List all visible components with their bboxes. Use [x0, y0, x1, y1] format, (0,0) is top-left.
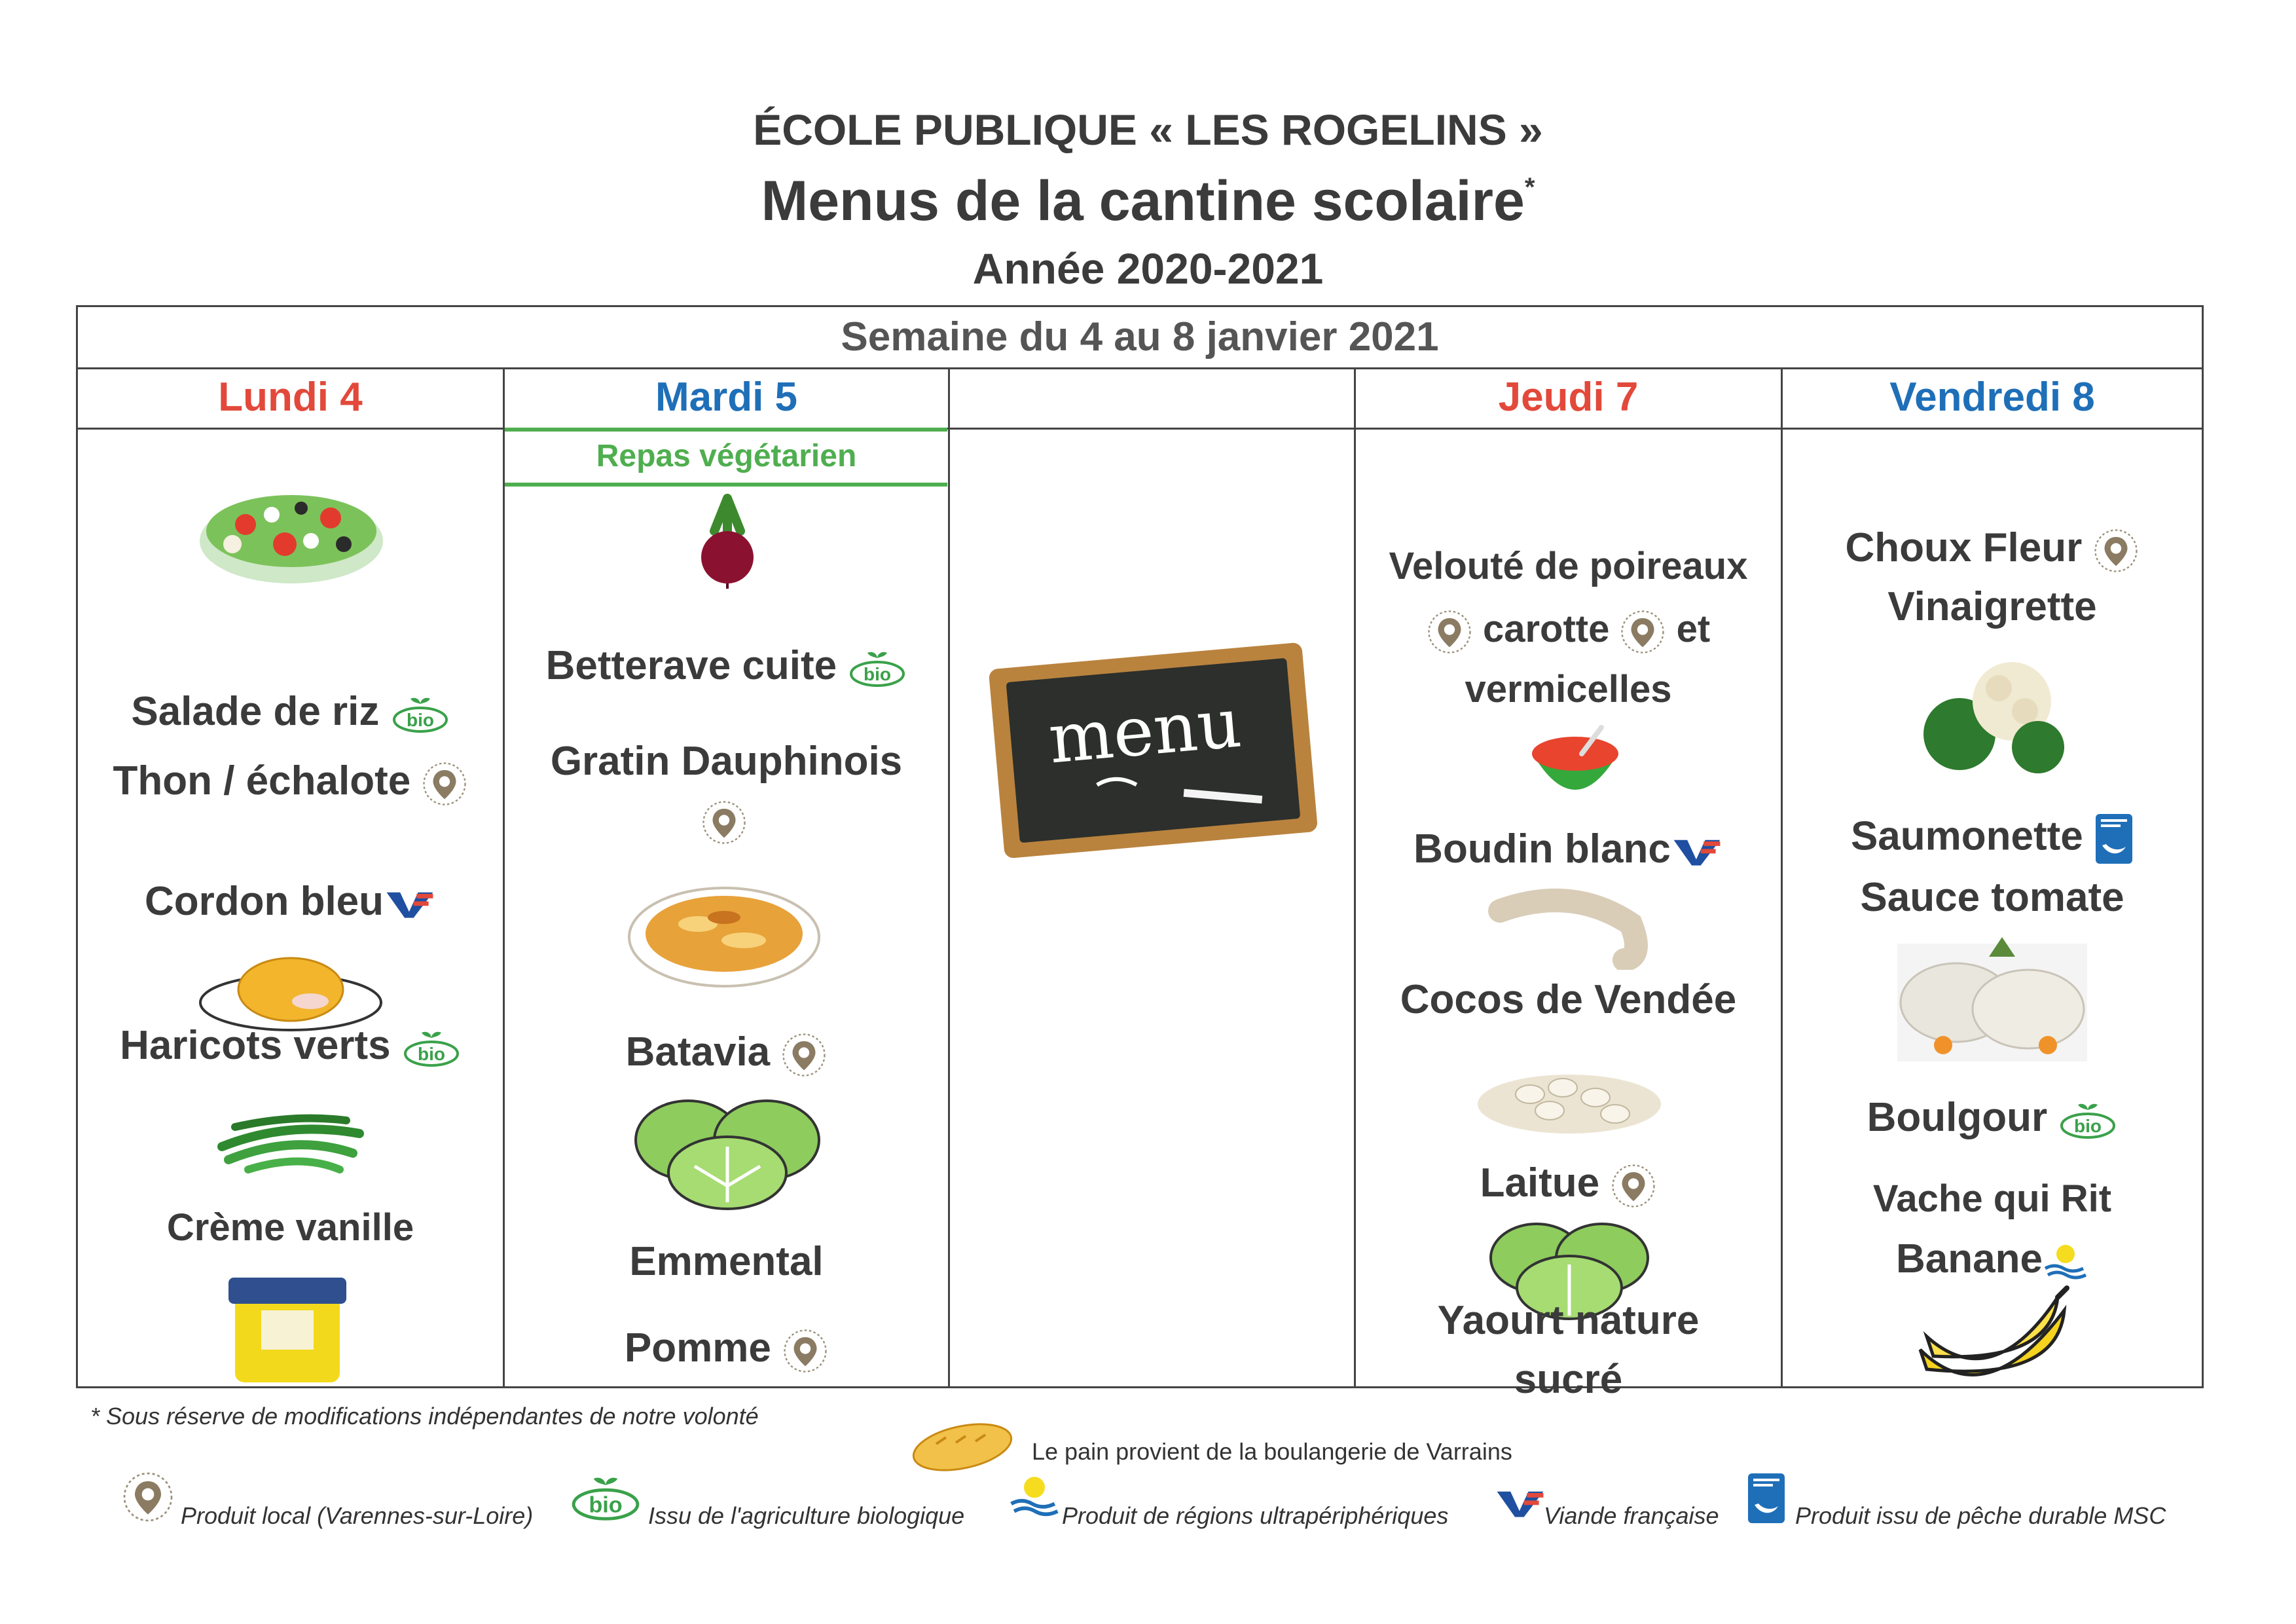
local-product-icon — [782, 1328, 828, 1374]
cauliflower-image — [1914, 649, 2071, 780]
column-jeudi — [1356, 367, 1783, 1402]
vanilla-cream-image — [222, 1271, 353, 1389]
title-footnote-mark: * — [1524, 173, 1535, 202]
outermost-regions-icon — [2043, 1242, 2088, 1282]
menu-item: Yaourt nature — [1437, 1298, 1700, 1343]
menu-item: Choux Fleur — [1783, 525, 2202, 574]
chalkboard-menu-image — [983, 629, 1323, 865]
local-product-icon — [1427, 609, 1472, 655]
legend-vf: Viande française — [1544, 1502, 1719, 1529]
menu-item: Velouté de poireaux — [1389, 545, 1748, 587]
week-label: Semaine du 4 au 8 janvier 2021 — [78, 307, 2202, 369]
menu-item: sucré — [1514, 1357, 1623, 1402]
column-vendredi — [1783, 367, 2202, 1386]
gratin-image — [626, 878, 822, 989]
outermost-regions-icon — [1008, 1473, 1061, 1519]
bio-icon — [848, 649, 907, 688]
banana-image — [1907, 1284, 2077, 1415]
cordon-bleu-image — [196, 944, 386, 1035]
menu-item: carotte et — [1356, 607, 1781, 655]
menu-item: Banane — [1783, 1236, 2202, 1282]
legend-bio: Issu de l'agriculture biologique — [648, 1502, 965, 1529]
bread-legend: Le pain provient de la boulangerie de Varrains — [1032, 1438, 1512, 1465]
day-name-jeudi: Jeudi 7 — [1498, 375, 1639, 420]
local-product-icon — [781, 1032, 827, 1078]
soup-bowl-image — [1523, 721, 1628, 813]
boudin-blanc-image — [1487, 885, 1657, 970]
vegetarian-banner-top-bar — [505, 428, 947, 432]
page-title — [0, 169, 2296, 234]
menu-item: Sauce tomate — [1860, 875, 2124, 920]
local-product-icon — [2093, 528, 2139, 574]
legend-rup: Produit de régions ultrapériphériques — [1062, 1502, 1449, 1529]
menu-item: Boudin blanc — [1356, 826, 1781, 872]
chalkboard-text: menu — [1045, 682, 1245, 779]
local-product-icon — [701, 800, 747, 845]
menu-item: Gratin Dauphinois — [550, 739, 903, 784]
menu-item: Thon / échalote — [78, 758, 503, 807]
column-mercredi — [950, 367, 1356, 1386]
menu-item: Vinaigrette — [1887, 584, 2097, 629]
legend-msc: Produit issu de pêche durable MSC — [1795, 1502, 2166, 1529]
menu-item: Saumonette — [1783, 813, 2202, 865]
menu-item: Cordon bleu — [78, 878, 503, 925]
legend-local: Produit local (Varennes-sur-Loire) — [181, 1502, 534, 1529]
french-meat-icon — [1494, 1488, 1546, 1519]
bio-icon — [2058, 1101, 2117, 1140]
msc-icon — [1747, 1472, 1786, 1524]
footnote: * Sous réserve de modifications indépendantes de notre volonté — [90, 1403, 759, 1430]
menu-item: Pomme — [505, 1325, 948, 1374]
french-meat-icon — [1671, 837, 1723, 867]
menu-item: Salade de riz — [78, 688, 503, 735]
day-name-mercredi — [950, 367, 1354, 428]
local-product-icon — [422, 761, 467, 807]
beetroot-image — [682, 492, 773, 590]
menu-item: Batavia — [505, 1029, 948, 1078]
vegetarian-banner-bottom-bar — [505, 483, 947, 487]
white-beans-image — [1471, 1048, 1667, 1140]
day-name-lundi: Lundi 4 — [218, 375, 363, 420]
msc-icon — [2094, 813, 2134, 865]
vegetarian-banner: Repas végétarien — [596, 439, 857, 473]
bio-icon — [402, 1029, 461, 1068]
local-product-icon — [1620, 609, 1666, 655]
menu-item: Boulgour — [1783, 1094, 2202, 1141]
menu-item: Cocos de Vendée — [1400, 977, 1737, 1022]
column-lundi — [78, 367, 505, 1386]
menu-item: Laitue — [1356, 1160, 1781, 1209]
fish-fillet-image — [1891, 931, 2094, 1068]
column-mardi — [505, 367, 950, 1386]
local-product-icon — [122, 1471, 174, 1523]
menu-item: Crème vanille — [166, 1206, 414, 1249]
batavia-image — [629, 1088, 826, 1212]
bio-icon — [570, 1473, 642, 1522]
title-text: Menus de la cantine scolaire — [761, 170, 1525, 232]
bio-icon — [391, 695, 450, 734]
menu-item: Haricots verts — [78, 1022, 503, 1069]
french-meat-icon — [384, 889, 436, 919]
school-year: Année 2020-2021 — [972, 244, 1324, 293]
menu-item: Betterave cuite — [505, 642, 948, 689]
menu-item: Emmental — [629, 1239, 824, 1284]
rice-salad-image — [193, 479, 390, 590]
green-beans-image — [209, 1094, 373, 1179]
day-name-vendredi: Vendredi 8 — [1889, 375, 2095, 420]
school-name: ÉCOLE PUBLIQUE « LES ROGELINS » — [753, 105, 1543, 154]
bread-icon — [910, 1418, 1015, 1477]
menu-item: Vache qui Rit — [1872, 1177, 2112, 1220]
menu-item: vermicelles — [1465, 668, 1672, 710]
local-product-icon — [1611, 1163, 1656, 1209]
menu-table — [76, 305, 2204, 1402]
day-name-mardi: Mardi 5 — [655, 375, 798, 420]
